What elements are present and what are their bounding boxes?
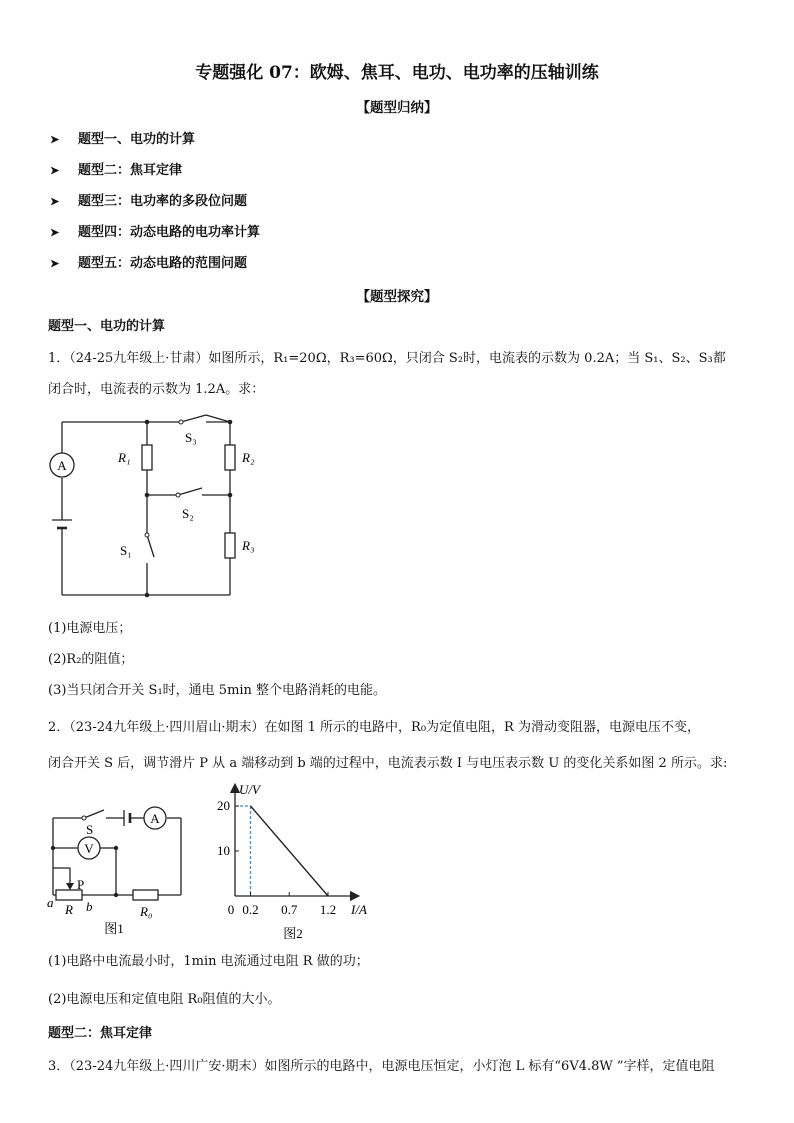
x-tick-label: 0.7	[281, 902, 298, 917]
s3-label: S₃	[185, 430, 197, 445]
q1-circuit-diagram	[40, 405, 270, 605]
toc-item[interactable]: ➤ 题型三：电功率的多段位问题	[50, 194, 248, 209]
r-label: R	[65, 902, 73, 917]
toc-item[interactable]: ➤ 题型二：焦耳定律	[50, 163, 183, 178]
fig2-caption: 图2	[283, 926, 303, 941]
ammeter-label: A	[150, 811, 160, 826]
q1-part-1: (1)电源电压；	[48, 621, 132, 636]
r3-label: R₃	[242, 538, 255, 553]
origin-label: 0	[227, 902, 235, 917]
end-b-label: b	[86, 899, 93, 914]
q1-part-2: (2)R₂的阻值；	[48, 652, 134, 667]
q3-text-line1: 3．（23-24九年级上·四川广安·期末）如图所示的电路中，电源电压恒定，小灯泡 L 标有“6V4.8W ”字样，定值电阻	[48, 1059, 715, 1074]
x-axis-label: I/A	[351, 902, 367, 917]
s2-label: S₂	[182, 506, 194, 521]
q1-part-3: (3)当只闭合开关 S₁时，通电 5min 整个电路消耗的电能。	[48, 683, 387, 698]
q1-text-line1: 1．（24-25九年级上·甘肃）如图所示，R₁=20Ω，R₃=60Ω，只闭合 S₂时，电流表的示数为 0.2A；当 S₁、S₂、S₃都	[48, 351, 726, 366]
y-tick-label: 20	[217, 798, 230, 813]
arrow-bullet-icon: ➤	[50, 133, 60, 146]
arrow-bullet-icon: ➤	[50, 226, 60, 239]
q2-part-1: (1)电路中电流最小时，1min 电流通过电阻 R 做的功；	[48, 954, 369, 969]
q2-text-line2: 闭合开关 S 后，调节滑片 P 从 a 端移动到 b 端的过程中，电流表示数 I 与电压表示数 U 的变化关系如图 2 所示。求:	[48, 756, 728, 771]
series-line	[251, 806, 329, 896]
r2-label: R₂	[242, 450, 255, 465]
arrow-bullet-icon: ➤	[50, 164, 60, 177]
voltmeter-label: V	[84, 841, 94, 856]
end-a-label: a	[47, 895, 54, 910]
r1-label: R₁	[118, 450, 131, 465]
r0-label: R₀	[140, 904, 153, 919]
section-heading-2: 题型二：焦耳定律	[48, 1026, 153, 1041]
q2-text-line1: 2．（23-24九年级上·四川眉山·期末）在如图 1 所示的电路中，R₀为定值电阻，R 为滑动变阻器，电源电压不变，	[48, 720, 700, 735]
summary-heading: 【题型归纳】	[356, 100, 438, 116]
fig1-caption: 图1	[104, 921, 124, 936]
section-heading-1: 题型一、电功的计算	[48, 319, 166, 334]
q2-part-2: (2)电源电压和定值电阻 R₀阻值的大小。	[48, 992, 281, 1007]
y-axis-label: U/V	[239, 782, 260, 797]
arrow-bullet-icon: ➤	[50, 257, 60, 270]
s1-label: S₁	[120, 543, 132, 558]
switch-label: S	[86, 822, 94, 837]
x-tick-label: 0.2	[242, 902, 259, 917]
explore-heading: 【题型探究】	[356, 289, 438, 305]
page-title: 专题强化 07：欧姆、焦耳、电功、电功率的压轴训练	[195, 63, 599, 83]
q1-text-line2: 闭合时，电流表的示数为 1.2A。求：	[48, 382, 265, 397]
slider-label: P	[77, 877, 85, 892]
q2-fig2-graph	[205, 778, 385, 943]
arrow-bullet-icon: ➤	[50, 195, 60, 208]
toc-item[interactable]: ➤ 题型四：动态电路的电功率计算	[50, 225, 261, 240]
q2-fig1-circuit	[44, 800, 194, 940]
x-tick-label: 1.2	[319, 902, 337, 917]
ammeter-label: A	[57, 458, 67, 473]
y-tick-label: 10	[217, 843, 230, 858]
toc-item[interactable]: ➤ 题型五：动态电路的范围问题	[50, 256, 248, 271]
toc-item[interactable]: ➤ 题型一、电功的计算	[50, 132, 196, 147]
